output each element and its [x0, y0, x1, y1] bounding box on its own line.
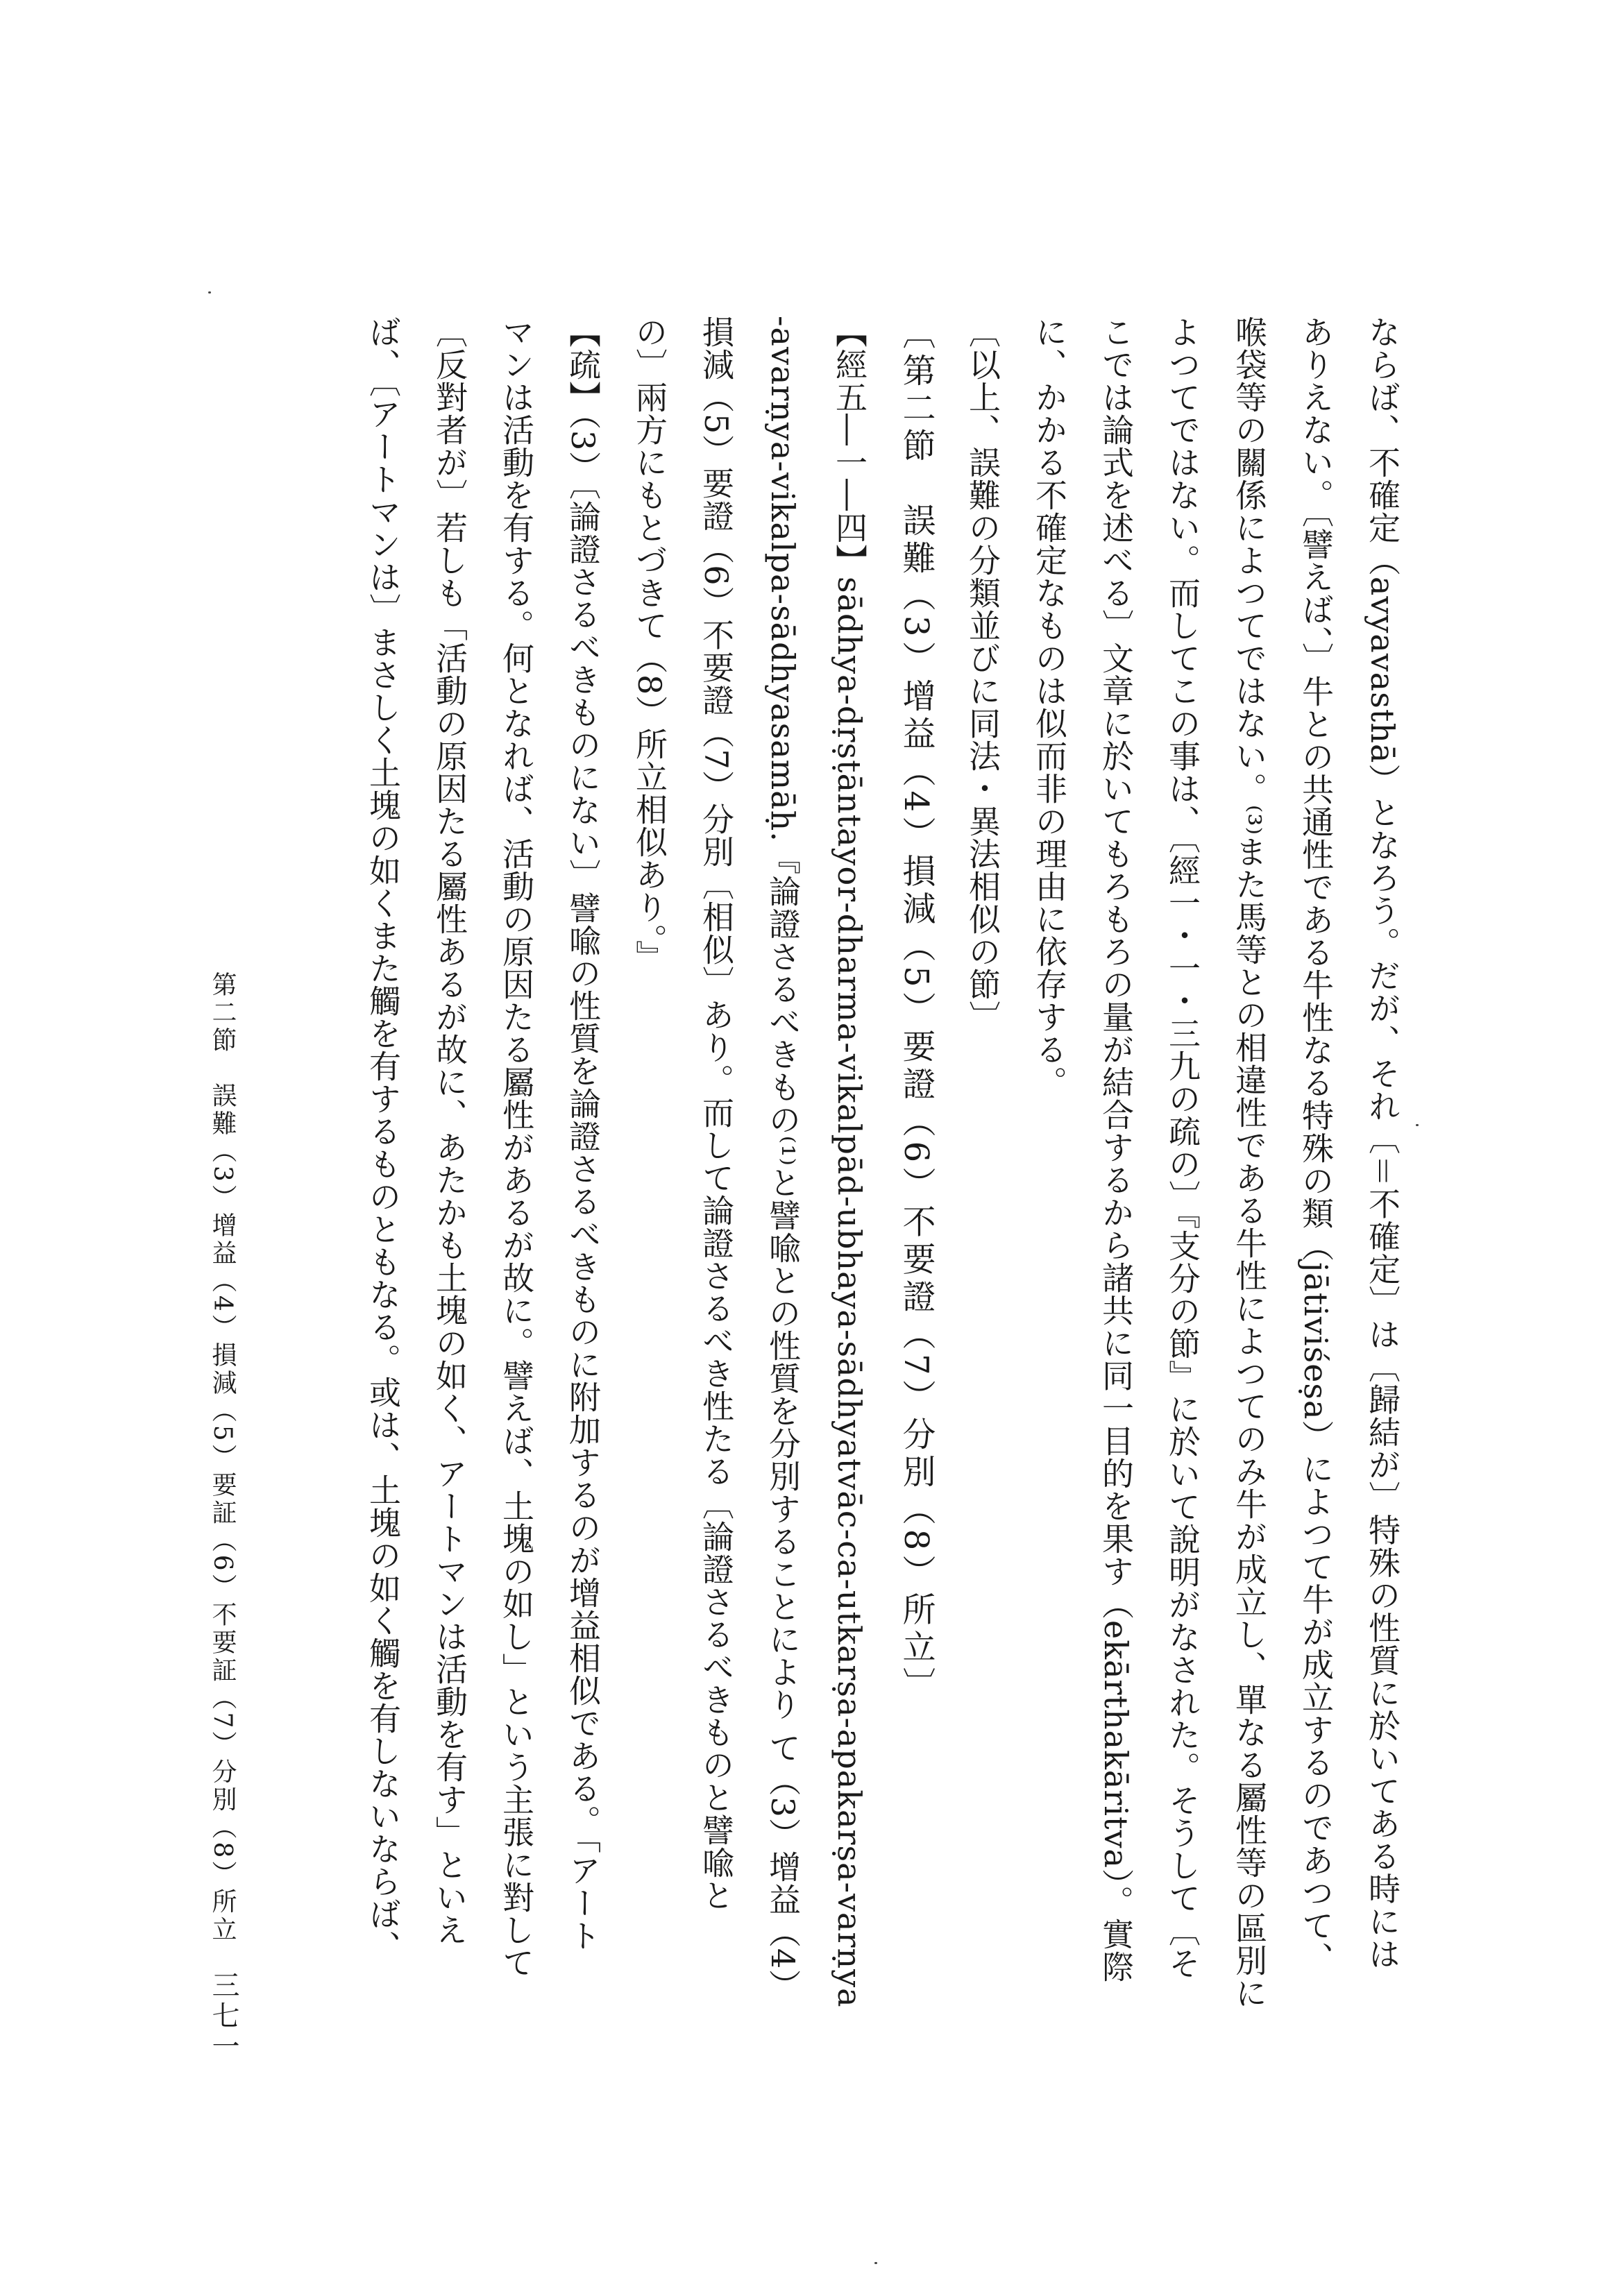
commentary-line-4: ば、〔アートマンは〕まさしく土塊の如くまた觸を有するものともなる。或は、土塊の如く觸を有しないならば、: [364, 316, 402, 1963]
scan-speck: [1416, 1124, 1419, 1126]
body-line-3: 喉袋等の關係によつてではない。⁽³⁾また馬等との相違性である牛性によつてのみ牛が成立し、單なる屬性等の區別に: [1230, 316, 1268, 2010]
sutra-line-2: -avarṇya-vikalpa-sādhyasamāḥ.『論證さるべきもの⁽¹⁾と譬喩との性質を分別することにより て（3）增益（4）: [764, 316, 802, 2002]
body-line-4: よつてではない。而してこの事は、〔經一・一・三九の疏の〕『支分の節』に於いて說明がなされた。そうして〔そ: [1164, 316, 1201, 1980]
main-text-block: [350, 316, 1416, 2161]
commentary-line-2: マンは活動を有する。何となれば、活動の原因たる屬性があるが故に。譬えば、土塊の如し」という主張に對して: [498, 316, 535, 1979]
body-line-6: に、かかる不確定なものは似而非の理由に依存する。: [1031, 316, 1068, 1098]
body-line-5: こでは論式を述べる〕文章に於いてもろもろの量が結合するから諸共に同一目的を果す（ekārthakāritva）。實際: [1097, 316, 1135, 1983]
body-line-1: ならば、不確定（avyavasthā）となろう。だが、それ〔＝不確定〕は〔歸結が〕特殊の性質に於いてある時には: [1364, 316, 1401, 1971]
sutra-line-4: の〕兩方にもとづきて（8）所立相似あり。』: [631, 316, 668, 973]
scan-speck: [874, 2262, 877, 2264]
section-end-note: 〔以上、誤難の分類並びに同法・異法相似の節〕: [964, 316, 1001, 1033]
scan-speck: [208, 291, 211, 294]
commentary-line-1: 【疏】（3）〔論證さるべきものにない〕譬喩の性質を論證さるべきものに附加するのが增益相似である。「アート: [564, 316, 602, 1953]
commentary-line-3: 〔反對者が〕若しも「活動の原因たる屬性あるが故に、あたかも土塊の如く、アートマンは活動を有す」といえ: [431, 316, 468, 1946]
body-line-2: ありえない。〔譬えば、〕牛との共通性である牛性なる特殊の類（jātiviśeṣa）によつて牛が成立するのであつて、: [1297, 316, 1335, 1975]
page-number: 三七一: [208, 1971, 239, 2062]
sutra-line-3: 損減（5）要證（6）不要證（7）分別〔相似〕あり。而して論證さるべき性たる〔論證さるべきものと譬喩と: [697, 316, 735, 1912]
sutra-line-1: 【經五―一―四】sādhya-dṛṣṭāntayor-dharma-vikalpād-ubhaya-sādhyatvāc-ca-utkarṣa-apakarṣa-varṇya: [831, 316, 868, 2008]
running-head: 第二節 誤難（3）增益（4）損減（5）要証（6）不要証（7）分別（8）所立: [208, 971, 237, 1944]
section-heading: 〔第二節 誤難（3）增益（4）損減（5）要證（6）不要證（7）分別（8）所立〕: [897, 316, 936, 1705]
